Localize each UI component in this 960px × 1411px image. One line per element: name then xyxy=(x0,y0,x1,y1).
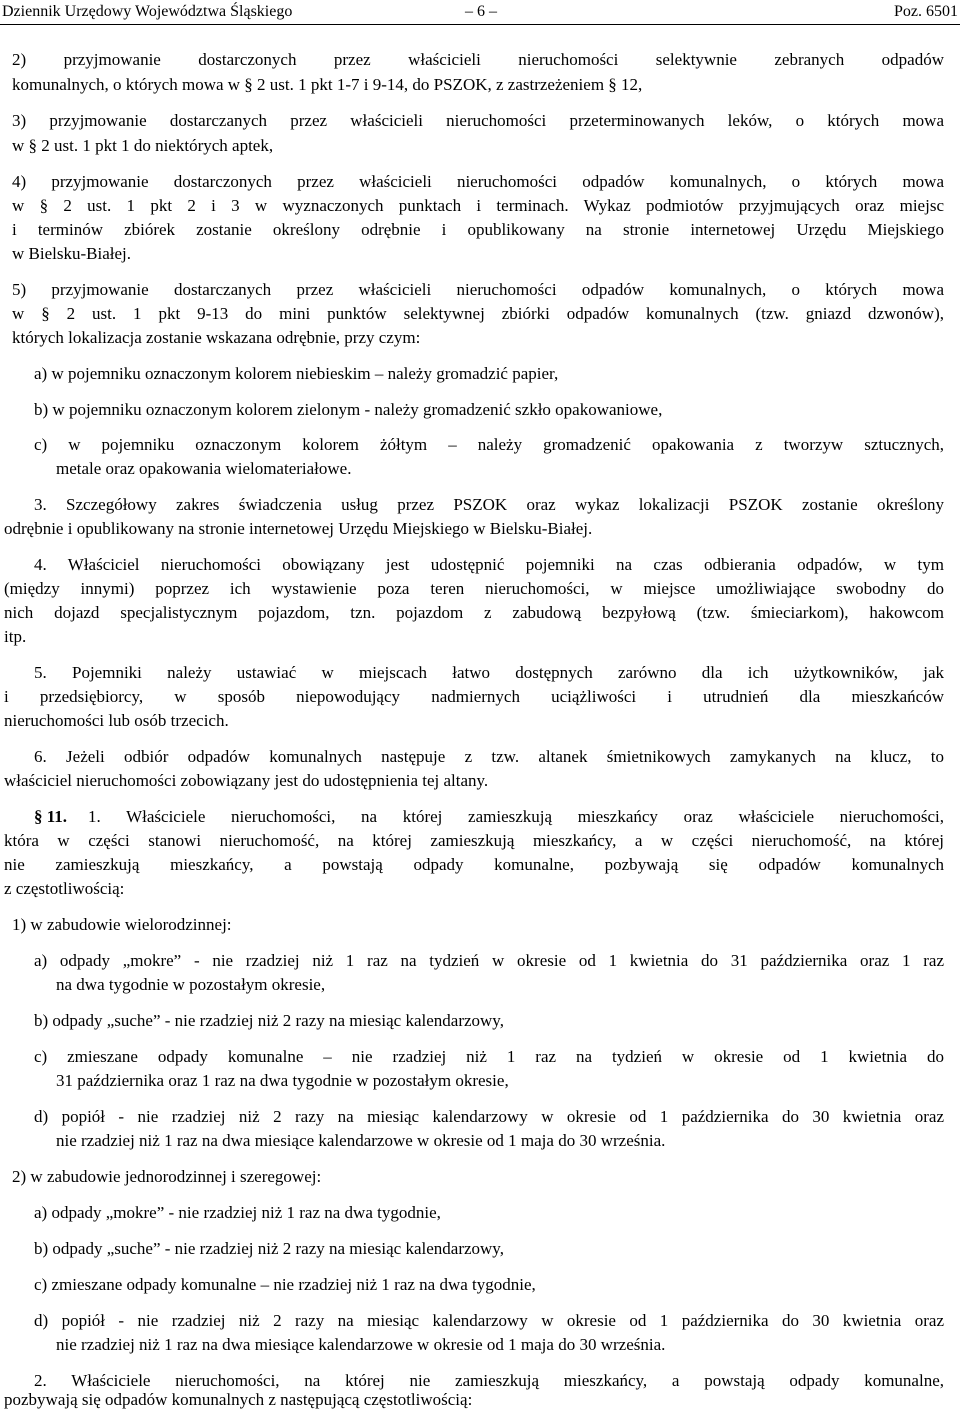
list-item-d-cont: nie rzadziej niż 1 raz na dwa miesiące kalendarzowe w okresie od 1 maja do 30 września. xyxy=(56,1335,666,1354)
paragraph-line: właściciel nieruchomości zobowiązany jest do udostępnienia tej altany. xyxy=(4,771,489,790)
paragraph-line: 3) przyjmowanie dostarczanych przez właścicieli nieruchomości przeterminowanych leków, o których mowa xyxy=(12,111,944,130)
list-heading: 1) w zabudowie wielorodzinnej: xyxy=(12,915,232,934)
list-item-d: d) popiół - nie rzadziej niż 2 razy na miesiąc kalendarzowy w okresie od 1 października do 30 kwietnia oraz xyxy=(34,1311,944,1330)
paragraph-line: 5) przyjmowanie dostarczanych przez właścicieli nieruchomości odpadów komunalnych, o których mowa xyxy=(12,280,944,299)
paragraph-line: pozbywają się odpadów komunalnych z następującą częstotliwością: xyxy=(4,1390,473,1409)
section-number xyxy=(34,806,67,828)
position-number: Poz. 6501 xyxy=(894,3,958,20)
paragraph-line: 5. Pojemniki należy ustawiać w miejscach łatwo dostępnych zarówno dla ich użytkowników, jak xyxy=(34,663,944,682)
page-header xyxy=(0,0,960,26)
list-item-a: a) w pojemniku oznaczonym kolorem niebieskim – należy gromadzić papier, xyxy=(34,364,559,383)
list-item-a: a) odpady „mokre” - nie rzadziej niż 1 raz na tydzień w okresie od 1 kwietnia do 31 października oraz 1 raz xyxy=(34,951,944,970)
paragraph-line: w Bielsku-Białej. xyxy=(12,244,131,263)
paragraph-line: 2. Właściciele nieruchomości, na której nie zamieszkują mieszkańcy, a powstają odpady komunalne, xyxy=(34,1371,944,1390)
list-item-b: b) odpady „suche” - nie rzadziej niż 2 razy na miesiąc kalendarzowy, xyxy=(34,1239,504,1258)
page-number: – 6 – xyxy=(465,3,497,20)
paragraph-line: w § 2 ust. 1 pkt 2 i 3 w wyznaczonych punktach i terminach. Wykaz podmiotów przyjmujących oraz miejsc xyxy=(12,196,944,215)
list-item-d-cont: nie rzadziej niż 1 raz na dwa miesiące kalendarzowe w okresie od 1 maja do 30 września. xyxy=(56,1131,666,1150)
paragraph-line: i przedsiębiorcy, w sposób niepowodujący nadmiernych uciążliwości i utrudnień dla mieszkańców xyxy=(4,687,944,706)
list-item-c-cont: metale oraz opakowania wielomateriałowe. xyxy=(56,459,352,478)
list-item-c: c) w pojemniku oznaczonym kolorem żółtym – należy gromadzenić opakowania z tworzyw sztucznych, xyxy=(34,435,944,454)
paragraph-line: nieruchomości lub osób trzecich. xyxy=(4,711,229,730)
paragraph-line: nich dojazd specjalistycznym pojazdom, tzn. pojazdom z zabudową bezpyłową (tzw. śmieciarkom), hakowcom xyxy=(4,603,944,622)
list-item-b: b) odpady „suche” - nie rzadziej niż 2 razy na miesiąc kalendarzowy, xyxy=(34,1011,504,1030)
paragraph-line: i terminów zbiórek zostanie określony odrębnie i opublikowany na stronie internetowej Urzędu Miejskiego xyxy=(12,220,944,239)
paragraph-line: 2) przyjmowanie dostarczonych przez właścicieli nieruchomości selektywnie zebranych odpadów xyxy=(12,50,944,69)
paragraph-line: 4. Właściciel nieruchomości obowiązany jest udostępnić pojemniki na czas odbierania odpadów, w tym xyxy=(34,555,944,574)
paragraph-line: w § 2 ust. 1 pkt 9-13 do mini punktów selektywnej zbiórki odpadów komunalnych (tzw. gniazd dzwonów), xyxy=(12,304,944,323)
paragraph-line: (między innymi) poprzez ich wystawienie poza teren nieruchomości, w miejsce umożliwiające swobodny do xyxy=(4,579,944,598)
paragraph-line: która w części stanowi nieruchomość, na której zamieszkują mieszkańcy, a w części nieruchomość, na której xyxy=(4,831,944,850)
header-rule xyxy=(0,24,960,25)
list-item-a-cont: na dwa tygodnie w pozostałym okresie, xyxy=(56,975,326,994)
list-item-c-cont: 31 października oraz 1 raz na dwa tygodnie w pozostałym okresie, xyxy=(56,1071,509,1090)
paragraph-line: odrębnie i opublikowany na stronie internetowej Urzędu Miejskiego w Bielsku-Białej. xyxy=(4,519,593,538)
section-11-label: § 11. xyxy=(34,807,68,826)
paragraph-line: itp. xyxy=(4,627,27,646)
paragraph-line: 6. Jeżeli odbiór odpadów komunalnych następuje z tzw. altanek śmietnikowych zamykanych na klucz, to xyxy=(34,747,944,766)
paragraph-line: z częstotliwością: xyxy=(4,879,125,898)
list-item-d: d) popiół - nie rzadziej niż 2 razy na miesiąc kalendarzowy w okresie od 1 października do 30 kwietnia oraz xyxy=(34,1107,944,1126)
paragraph-line: 3. Szczegółowy zakres świadczenia usług przez PSZOK oraz wykaz lokalizacji PSZOK zostanie określony xyxy=(34,495,944,514)
paragraph-line: nie zamieszkują mieszkańcy, a powstają odpady komunalne, pozbywają się odpadów komunalnych xyxy=(4,855,944,874)
list-item-c: c) zmieszane odpady komunalne – nie rzadziej niż 1 raz na tydzień w okresie od 1 kwietnia do xyxy=(34,1047,944,1066)
journal-title: Dziennik Urzędowy Województwa Śląskiego xyxy=(2,3,293,20)
paragraph-line: komunalnych, o których mowa w § 2 ust. 1 pkt 1-7 i 9-14, do PSZOK, z zastrzeżeniem § 12, xyxy=(12,75,643,94)
paragraph-line: w § 2 ust. 1 pkt 1 do niektórych aptek, xyxy=(12,136,274,155)
list-item-a: a) odpady „mokre” - nie rzadziej niż 1 raz na dwa tygodnie, xyxy=(34,1203,441,1222)
list-heading: 2) w zabudowie jednorodzinnej i szeregowej: xyxy=(12,1167,322,1186)
paragraph-line: 1. Właściciele nieruchomości, na której zamieszkują mieszkańcy oraz właściciele nieruchomości, xyxy=(88,807,944,826)
list-item-c: c) zmieszane odpady komunalne – nie rzadziej niż 1 raz na dwa tygodnie, xyxy=(34,1275,536,1294)
paragraph-line: których lokalizacja zostanie wskazana odrębnie, przy czym: xyxy=(12,328,421,347)
list-item-b: b) w pojemniku oznaczonym kolorem zielonym - należy gromadzenić szkło opakowaniowe, xyxy=(34,400,663,419)
paragraph-line: 4) przyjmowanie dostarczonych przez właścicieli nieruchomości odpadów komunalnych, o których mowa xyxy=(12,172,944,191)
